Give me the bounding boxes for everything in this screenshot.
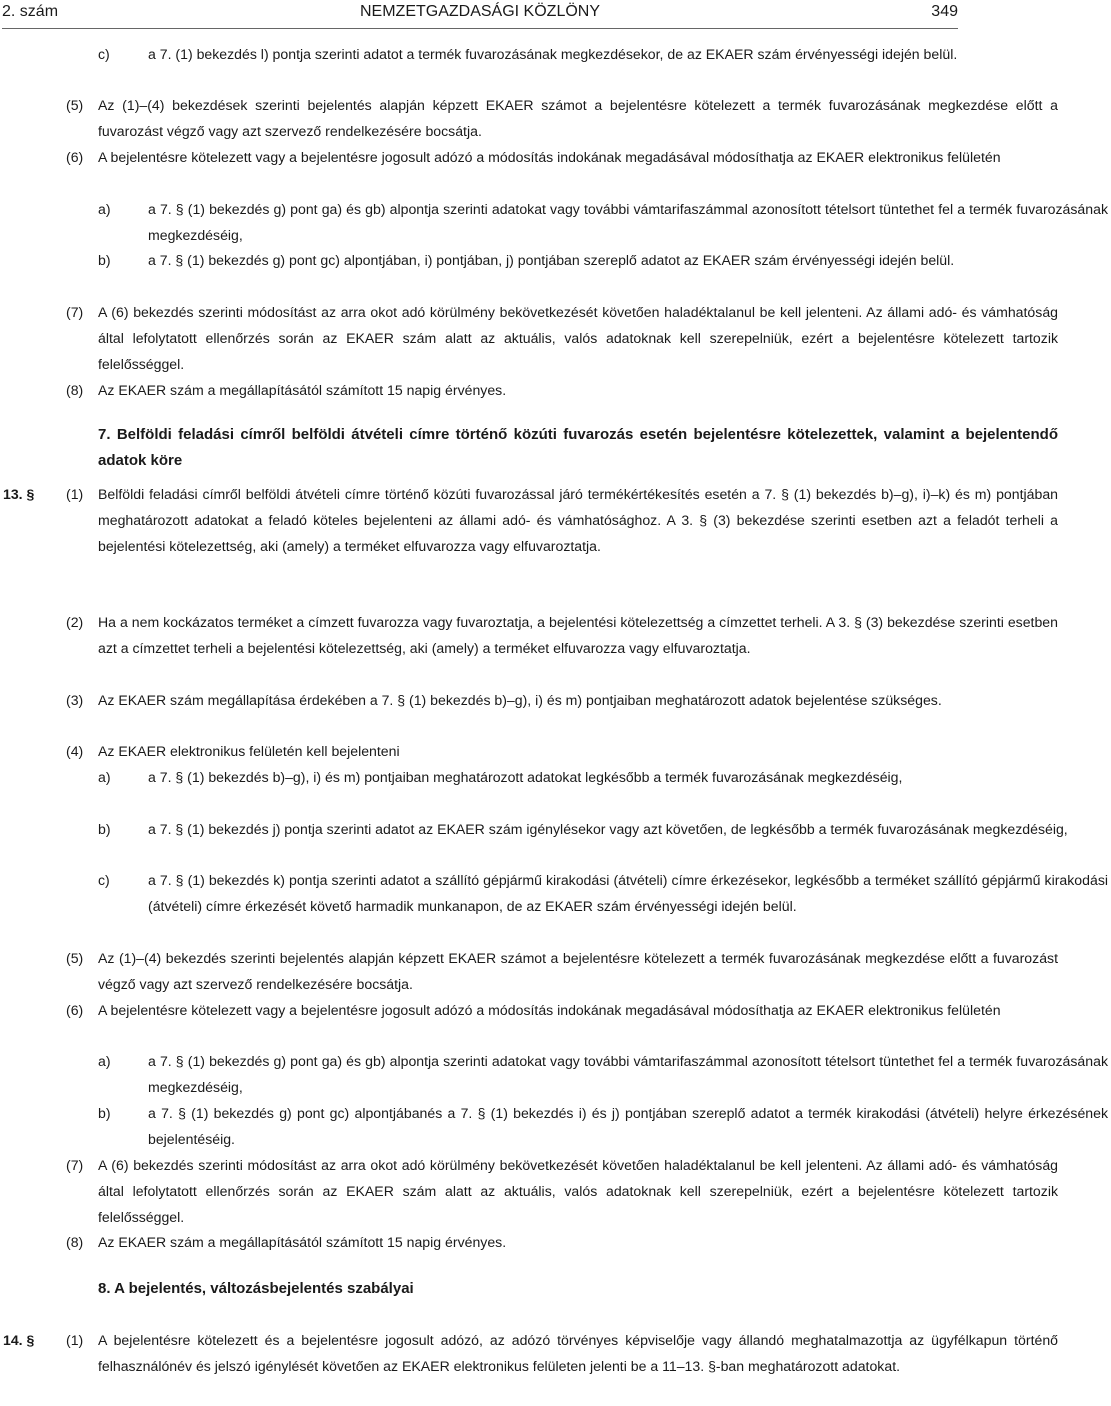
paragraph: [0, 1328, 1061, 1380]
paragraph-number: (5): [66, 950, 84, 966]
paragraph: [0, 300, 1061, 377]
page-header: [0, 0, 960, 30]
paragraph-number: (4): [66, 743, 84, 759]
paragraph-text: Az (1)–(4) bekezdések szerinti bejelentés alapján képzett EKAER számot a bejelentésre kötelezett a termék fuvarozásának megkezdése előtt a fuvarozást végző vagy azt szervező rendelkezésére bocsátja.: [98, 97, 1058, 139]
list-item: [0, 42, 1111, 68]
item-text: a 7. § (1) bekezdés g) pont gc) alpontjában, i) pontjában, j) pontjában szereplő adatot az EKAER szám érvényességi idején belül.: [148, 252, 955, 268]
paragraph-number: (2): [66, 614, 84, 630]
paragraph-number: (3): [66, 692, 84, 708]
list-item: [0, 817, 1111, 843]
paragraph: [0, 946, 1061, 998]
paragraph: [0, 610, 1061, 662]
paragraph: [0, 1230, 1061, 1256]
publication-title: NEMZETGAZDASÁGI KÖZLÖNY: [359, 3, 601, 20]
page-number: 349: [931, 3, 958, 20]
item-label: b): [98, 821, 111, 837]
section-number: 14. §: [3, 1332, 35, 1348]
section-heading-text: 7. Belföldi feladási címről belföldi átvételi címre történő közúti fuvarozás esetén bejelentésre kötelezettek, valamint a bejelentendő adatok köre: [98, 426, 1058, 469]
paragraph-number: (8): [66, 382, 84, 398]
paragraph-number: (7): [66, 304, 84, 320]
paragraph-text: A bejelentésre kötelezett vagy a bejelentésre jogosult adózó a módosítás indokának megadásával módosíthatja az EKAER elektronikus felületén: [98, 1002, 1001, 1018]
section-heading: [0, 422, 1088, 474]
paragraph-text: Az (1)–(4) bekezdés szerinti bejelentés alapján képzett EKAER számot a bejelentésre kötelezett a termék fuvarozásának megkezdése előtt a fuvarozást végző vagy azt szervező rendelkezésére bocsátja.: [98, 950, 1058, 992]
issue-number: 2. szám: [2, 3, 59, 20]
paragraph: [0, 93, 1061, 145]
list-item: [0, 868, 1111, 920]
paragraph-number: (1): [66, 486, 84, 502]
list-item: [0, 1101, 1111, 1153]
paragraph: [0, 145, 1061, 171]
item-text: a 7. § (1) bekezdés j) pontja szerinti adatot az EKAER szám igénylésekor vagy azt követően, de legkésőbb a termék fuvarozásának megkezdéséig,: [148, 821, 1068, 837]
paragraph-text: Az EKAER szám megállapítása érdekében a 7. § (1) bekezdés b)–g), i) és m) pontjaiban meghatározott adatok bejelentése szükséges.: [98, 692, 942, 708]
paragraph-text: A (6) bekezdés szerinti módosítást az arra okot adó körülmény bekövetkezését követően haladéktalanul be kell jelenteni. Az állami adó- és vámhatóság által lefolytatott ellenőrzés során az EKAER szám alatt az aktuális, valós adatoknak kell szerepelniük, ezért a bejelentésre kötelezett tartozik felelősséggel.: [98, 304, 1058, 372]
list-item: [0, 1049, 1111, 1101]
item-label: a): [98, 201, 111, 217]
paragraph-number: (5): [66, 97, 84, 113]
paragraph-number: (6): [66, 1002, 84, 1018]
list-item: [0, 765, 1111, 791]
item-label: b): [98, 1105, 111, 1121]
paragraph: [0, 739, 1061, 765]
paragraph-text: A bejelentésre kötelezett vagy a bejelentésre jogosult adózó a módosítás indokának megadásával módosíthatja az EKAER elektronikus felületén: [98, 149, 1001, 165]
item-text: a 7. § (1) bekezdés b)–g), i) és m) pontjaiban meghatározott adatokat legkésőbb a termék fuvarozásának megkezdéséig,: [148, 769, 903, 785]
paragraph-text: Az EKAER szám a megállapításától számított 15 napig érvényes.: [98, 1234, 507, 1250]
item-text: a 7. § (1) bekezdés k) pontja szerinti adatot a szállító gépjármű kirakodási (átvételi) címre érkezésekor, legkésőbb a terméket szállító gépjármű kirakodási (átvételi) címre érkezését követő harmadik munkanapon, de az EKAER szám érvényességi idején belül.: [148, 872, 1108, 914]
item-text: a 7. § (1) bekezdés g) pont ga) és gb) alpontja szerinti adatokat vagy további vámtarifaszámmal azonosított tételsort tüntethet fel a termék fuvarozásának megkezdéséig,: [148, 201, 1108, 243]
paragraph-number: (8): [66, 1234, 84, 1250]
item-text: a 7. § (1) bekezdés g) pont gc) alpontjábanés a 7. § (1) bekezdés i) és j) pontjában szereplő adatot a termék kirakodási (átvételi) helyre érkezésének bejelentéséig.: [148, 1105, 1108, 1147]
paragraph-text: A bejelentésre kötelezett és a bejelentésre jogosult adózó, az adózó törvényes képviselője vagy állandó meghatalmazottja az ügyfélkapun történő felhasználónév és jelszó igénylését követően az EKAER elektronikus felületen jelenti be a 11–13. §-ban meghatározott adatokat.: [98, 1332, 1058, 1374]
list-item: [0, 197, 1111, 249]
paragraph-number: (7): [66, 1157, 84, 1173]
paragraph: [0, 378, 1061, 404]
section-number: 13. §: [3, 486, 35, 502]
paragraph-text: Ha a nem kockázatos terméket a címzett fuvarozza vagy fuvaroztatja, a bejelentési kötelezettség a címzettet terheli. A 3. § (3) bekezdése szerinti esetben azt a címzettet terheli a bejelentési kötelezettség, aki (amely) a terméket elfuvarozza vagy elfuvaroztatja.: [98, 614, 1058, 656]
section-heading: [0, 1276, 1088, 1302]
header-rule: [2, 28, 958, 29]
item-label: a): [98, 1053, 111, 1069]
item-text: a 7. (1) bekezdés l) pontja szerinti adatot a termék fuvarozásának megkezdésekor, de az EKAER szám érvényességi idején belül.: [148, 46, 958, 62]
paragraph: [0, 688, 1061, 714]
item-label: a): [98, 769, 111, 785]
item-label: c): [98, 46, 110, 62]
paragraph-text: Az EKAER szám a megállapításától számított 15 napig érvényes.: [98, 382, 507, 398]
paragraph: [0, 998, 1061, 1024]
list-item: [0, 248, 1111, 274]
paragraph: [0, 1153, 1061, 1230]
paragraph-number: (6): [66, 149, 84, 165]
section-heading-text: 8. A bejelentés, változásbejelentés szabályai: [98, 1280, 414, 1297]
paragraph: [0, 482, 1061, 559]
item-label: c): [98, 872, 110, 888]
paragraph-number: (1): [66, 1332, 84, 1348]
paragraph-text: Belföldi feladási címről belföldi átvételi címre történő közúti fuvarozással járó termékértékesítés esetén a 7. § (1) bekezdés b)–g), i)–k) és m) pontjában meghatározott adatokat a feladó köteles bejelenteni az állami adó- és vámhatósághoz. A 3. § (3) bekezdése szerinti esetben azt a feladót terheli a bejelentési kötelezettség, aki (amely) a terméket elfuvarozza vagy elfuvaroztatja.: [98, 486, 1058, 554]
item-text: a 7. § (1) bekezdés g) pont ga) és gb) alpontja szerinti adatokat vagy további vámtarifaszámmal azonosított tételsort tüntethet fel a termék fuvarozásának megkezdéséig,: [148, 1053, 1108, 1095]
paragraph-text: A (6) bekezdés szerinti módosítást az arra okot adó körülmény bekövetkezését követően haladéktalanul be kell jelenteni. Az állami adó- és vámhatóság által lefolytatott ellenőrzés során az EKAER szám alatt az aktuális, valós adatoknak kell szerepelniük, ezért a bejelentésre kötelezett tartozik felelősséggel.: [98, 1157, 1058, 1225]
paragraph-text: Az EKAER elektronikus felületén kell bejelenteni: [98, 743, 400, 759]
item-label: b): [98, 252, 111, 268]
